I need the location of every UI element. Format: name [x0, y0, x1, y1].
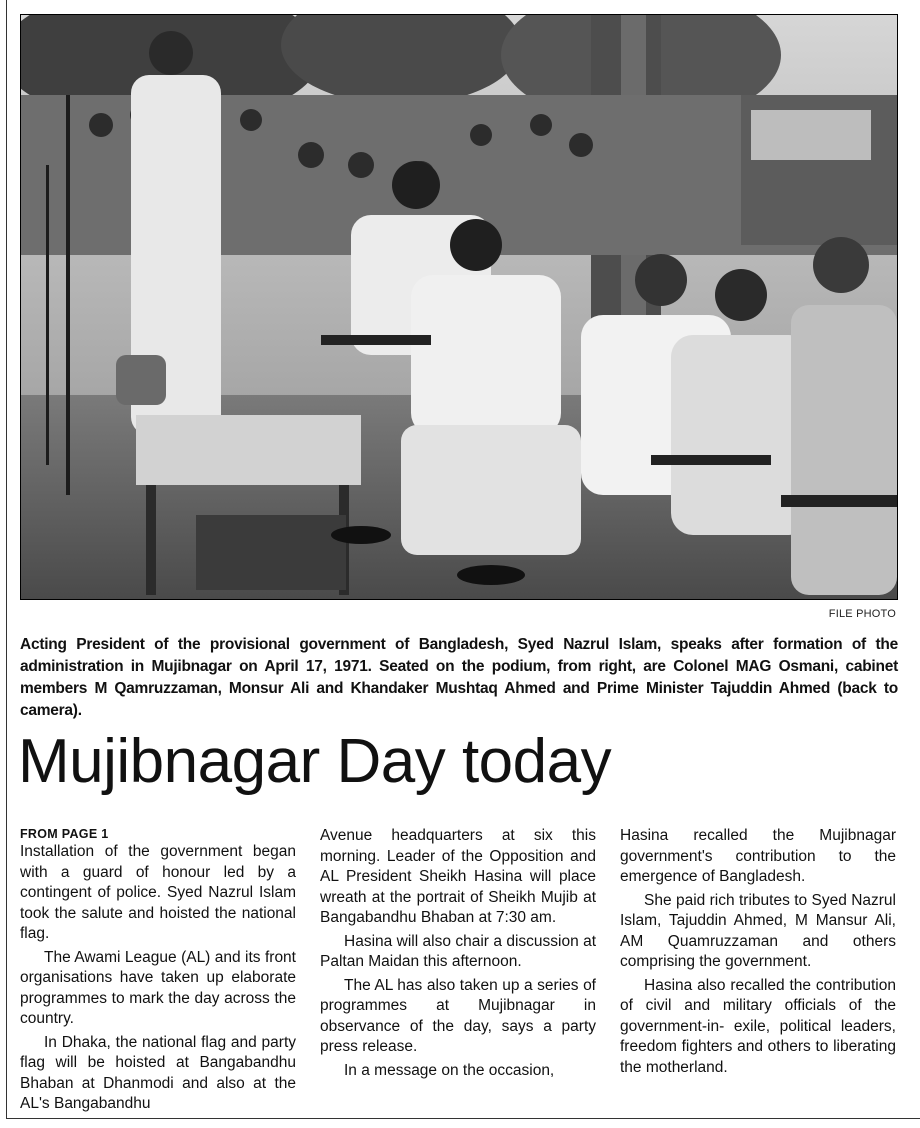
photo-illustration: [21, 15, 897, 599]
column-rule-bottom: [6, 1118, 920, 1119]
column-rule-left: [6, 0, 7, 1118]
paragraph: She paid rich tributes to Syed Nazrul Islam, Tajuddin Ahmed, M Mansur Ali, AM Quamruzzaman and others comprising the government.: [620, 891, 896, 970]
article-body: [20, 826, 898, 1116]
paragraph: Installation of the government began with a guard of honour led by a contingent of police. Syed Nazrul Islam took the salute and hoisted the national flag.: [20, 843, 296, 942]
news-photo: [20, 14, 898, 600]
paragraph: Hasina also recalled the contribution of civil and military officials of the government-in- exile, political leaders, freedom fighters and others to liberating the motherland.: [620, 976, 896, 1076]
paragraph: The AL has also taken up a series of programmes at Mujibnagar in observance of the day, says a party press release.: [320, 976, 596, 1055]
paragraph: Avenue headquarters at six this morning. Leader of the Opposition and AL President Sheikh Hasina will place wreath at the portrait of Sheikh Mujib at Bangabandhu Bhaban at 7:30 am.: [320, 827, 596, 926]
paragraph: Hasina will also chair a discussion at Paltan Maidan this afternoon.: [320, 932, 596, 970]
article-headline: Mujibnagar Day today: [18, 727, 612, 796]
article-column-2: [320, 826, 596, 1116]
article-column-3: [620, 826, 896, 1116]
paragraph: Hasina recalled the Mujibnagar government's contribution to the emergence of Bangladesh.: [620, 827, 896, 885]
paragraph: The Awami League (AL) and its front organisations have taken up elaborate programmes to mark the day across the country.: [20, 948, 296, 1027]
paragraph: In a message on the occasion,: [344, 1061, 555, 1079]
photo-caption: Acting President of the provisional government of Bangladesh, Syed Nazrul Islam, speaks after formation of the administration in Mujibnagar on April 17, 1971. Seated on the podium, from right, are Colonel MAG Osmani, cabinet members M Qamruzzaman, Monsur Ali and Khandaker Mushtaq Ahmed and Prime Minister Tajuddin Ahmed (back to camera).: [20, 636, 898, 719]
article-column-1: [20, 826, 296, 1116]
paragraph: In Dhaka, the national flag and party flag will be hoisted at Bangabandhu Bhaban at Dhanmodi and also at the AL's Bangabandhu: [20, 1033, 296, 1112]
article-kicker: FROM PAGE 1: [20, 827, 109, 841]
photo-credit: FILE PHOTO: [828, 608, 896, 620]
